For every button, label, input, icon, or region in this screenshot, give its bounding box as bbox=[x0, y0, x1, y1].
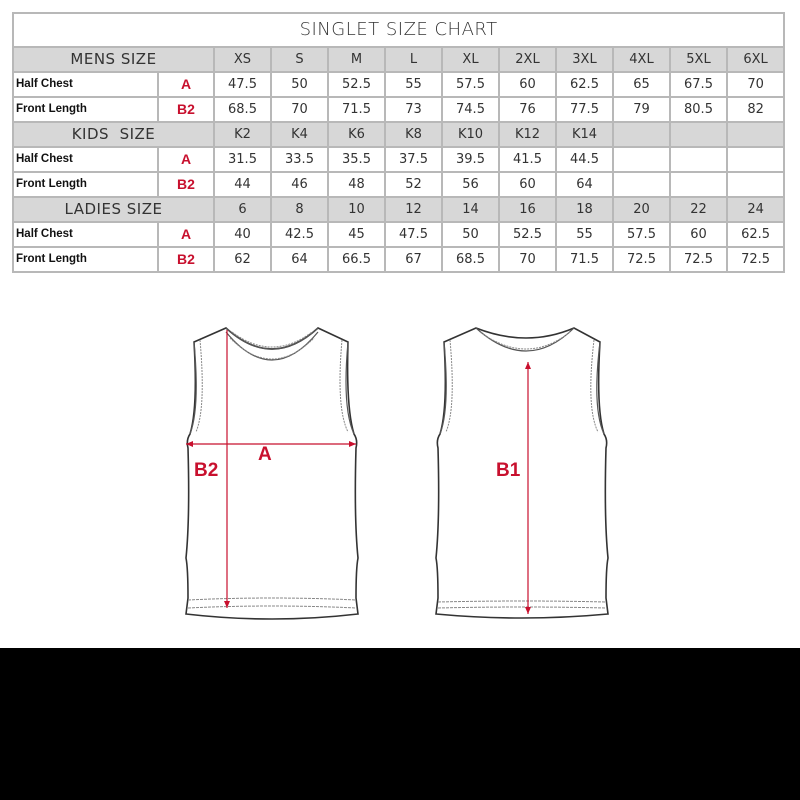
value-cell: 71.5 bbox=[328, 97, 385, 122]
size-label: 6 bbox=[214, 197, 271, 222]
size-label: M bbox=[328, 47, 385, 72]
value-cell: 52 bbox=[385, 172, 442, 197]
value-cell: 67 bbox=[385, 247, 442, 272]
value-cell: 66.5 bbox=[328, 247, 385, 272]
value-cell: 70 bbox=[499, 247, 556, 272]
size-label: K4 bbox=[271, 122, 328, 147]
kids-size-header bbox=[13, 122, 784, 147]
size-label bbox=[613, 122, 670, 147]
value-cell: 46 bbox=[271, 172, 328, 197]
value-cell: 52.5 bbox=[499, 222, 556, 247]
value-cell: 52.5 bbox=[328, 72, 385, 97]
measure-code: B2 bbox=[158, 172, 214, 197]
size-label: K8 bbox=[385, 122, 442, 147]
value-cell: 71.5 bbox=[556, 247, 613, 272]
size-label: K14 bbox=[556, 122, 613, 147]
value-cell: 65 bbox=[613, 72, 670, 97]
value-cell: 57.5 bbox=[442, 72, 499, 97]
value-cell: 42.5 bbox=[271, 222, 328, 247]
size-label: K6 bbox=[328, 122, 385, 147]
measure-label: Front Length bbox=[13, 247, 158, 272]
value-cell: 74.5 bbox=[442, 97, 499, 122]
table-row bbox=[13, 147, 784, 172]
back-length-marker: B1 bbox=[496, 460, 521, 481]
table-row bbox=[13, 97, 784, 122]
value-cell: 45 bbox=[328, 222, 385, 247]
value-cell: 68.5 bbox=[442, 247, 499, 272]
group-label-ladies: LADIES SIZE bbox=[13, 197, 214, 222]
value-cell: 62.5 bbox=[727, 222, 784, 247]
measure-label: Half Chest bbox=[13, 222, 158, 247]
measure-label: Half Chest bbox=[13, 147, 158, 172]
measure-label: Front Length bbox=[13, 97, 158, 122]
mens-size-header bbox=[13, 47, 784, 72]
size-label: S bbox=[271, 47, 328, 72]
value-cell: 80.5 bbox=[670, 97, 727, 122]
value-cell bbox=[670, 172, 727, 197]
value-cell: 56 bbox=[442, 172, 499, 197]
value-cell: 79 bbox=[613, 97, 670, 122]
size-label: 20 bbox=[613, 197, 670, 222]
value-cell: 67.5 bbox=[670, 72, 727, 97]
value-cell: 44 bbox=[214, 172, 271, 197]
value-cell: 50 bbox=[442, 222, 499, 247]
value-cell: 47.5 bbox=[214, 72, 271, 97]
value-cell: 35.5 bbox=[328, 147, 385, 172]
back-singlet-diagram bbox=[422, 318, 622, 628]
value-cell: 55 bbox=[385, 72, 442, 97]
black-bottom-band bbox=[0, 648, 800, 800]
value-cell: 33.5 bbox=[271, 147, 328, 172]
table-row bbox=[13, 72, 784, 97]
measure-label: Front Length bbox=[13, 172, 158, 197]
size-label: K10 bbox=[442, 122, 499, 147]
size-label: 2XL bbox=[499, 47, 556, 72]
size-label bbox=[727, 122, 784, 147]
value-cell: 60 bbox=[499, 72, 556, 97]
size-label: 14 bbox=[442, 197, 499, 222]
size-label: XS bbox=[214, 47, 271, 72]
measure-code: A bbox=[158, 72, 214, 97]
value-cell: 64 bbox=[271, 247, 328, 272]
value-cell bbox=[670, 147, 727, 172]
table-row bbox=[13, 172, 784, 197]
value-cell bbox=[727, 147, 784, 172]
size-label bbox=[670, 122, 727, 147]
measure-code: A bbox=[158, 147, 214, 172]
group-label-kids: KIDS SIZE bbox=[13, 122, 214, 147]
measure-code: B2 bbox=[158, 97, 214, 122]
size-label: K12 bbox=[499, 122, 556, 147]
value-cell: 57.5 bbox=[613, 222, 670, 247]
size-label: 18 bbox=[556, 197, 613, 222]
chart-title: SINGLET SIZE CHART bbox=[13, 13, 784, 47]
half-chest-marker: A bbox=[258, 444, 272, 465]
size-label: 24 bbox=[727, 197, 784, 222]
value-cell: 76 bbox=[499, 97, 556, 122]
size-label: K2 bbox=[214, 122, 271, 147]
table-row bbox=[13, 247, 784, 272]
size-label: 3XL bbox=[556, 47, 613, 72]
measure-code: A bbox=[158, 222, 214, 247]
value-cell bbox=[613, 147, 670, 172]
value-cell: 64 bbox=[556, 172, 613, 197]
value-cell: 60 bbox=[499, 172, 556, 197]
ladies-size-header bbox=[13, 197, 784, 222]
value-cell: 82 bbox=[727, 97, 784, 122]
value-cell bbox=[613, 172, 670, 197]
value-cell bbox=[727, 172, 784, 197]
value-cell: 62.5 bbox=[556, 72, 613, 97]
value-cell: 55 bbox=[556, 222, 613, 247]
value-cell: 60 bbox=[670, 222, 727, 247]
value-cell: 44.5 bbox=[556, 147, 613, 172]
value-cell: 41.5 bbox=[499, 147, 556, 172]
value-cell: 47.5 bbox=[385, 222, 442, 247]
measure-code: B2 bbox=[158, 247, 214, 272]
value-cell: 72.5 bbox=[670, 247, 727, 272]
value-cell: 31.5 bbox=[214, 147, 271, 172]
value-cell: 70 bbox=[271, 97, 328, 122]
value-cell: 39.5 bbox=[442, 147, 499, 172]
size-chart-table bbox=[12, 12, 785, 273]
value-cell: 77.5 bbox=[556, 97, 613, 122]
value-cell: 68.5 bbox=[214, 97, 271, 122]
size-label: 4XL bbox=[613, 47, 670, 72]
size-label: L bbox=[385, 47, 442, 72]
size-label: XL bbox=[442, 47, 499, 72]
size-label: 5XL bbox=[670, 47, 727, 72]
value-cell: 62 bbox=[214, 247, 271, 272]
value-cell: 48 bbox=[328, 172, 385, 197]
size-label: 8 bbox=[271, 197, 328, 222]
value-cell: 50 bbox=[271, 72, 328, 97]
value-cell: 73 bbox=[385, 97, 442, 122]
size-label: 12 bbox=[385, 197, 442, 222]
value-cell: 37.5 bbox=[385, 147, 442, 172]
value-cell: 70 bbox=[727, 72, 784, 97]
size-label: 16 bbox=[499, 197, 556, 222]
value-cell: 72.5 bbox=[613, 247, 670, 272]
size-label: 22 bbox=[670, 197, 727, 222]
table-row bbox=[13, 222, 784, 247]
measure-label: Half Chest bbox=[13, 72, 158, 97]
value-cell: 72.5 bbox=[727, 247, 784, 272]
size-label: 10 bbox=[328, 197, 385, 222]
singlet-back-illustration bbox=[422, 318, 622, 628]
size-label: 6XL bbox=[727, 47, 784, 72]
value-cell: 40 bbox=[214, 222, 271, 247]
front-singlet-diagram bbox=[172, 318, 372, 628]
group-label-mens: MENS SIZE bbox=[13, 47, 214, 72]
front-length-marker: B2 bbox=[194, 460, 219, 481]
